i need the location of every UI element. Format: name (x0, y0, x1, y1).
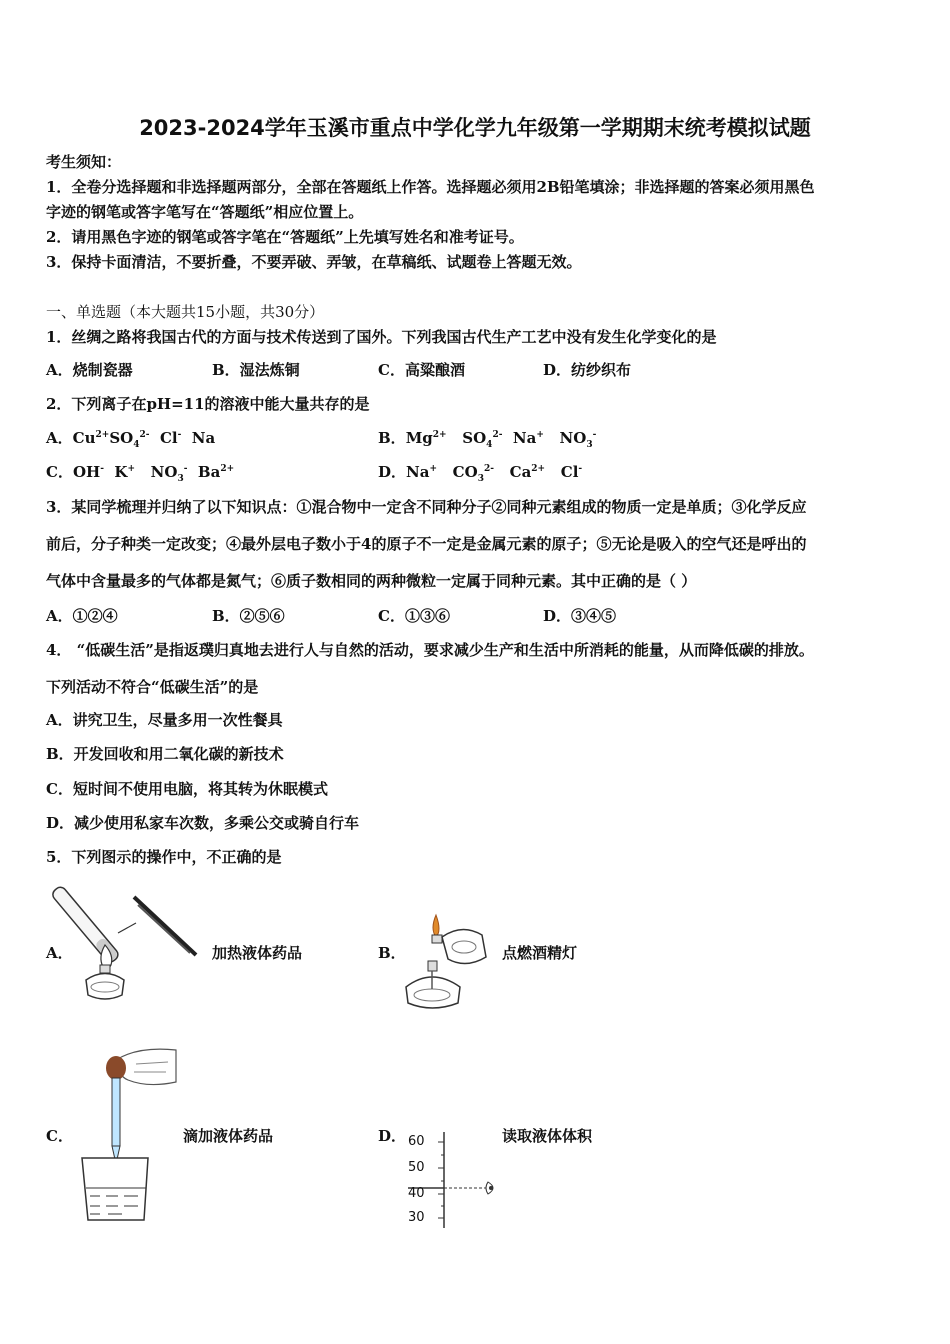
option-a[interactable]: A．$Cu^{2+}SO_4^{2-}$ Cl- Na (46, 429, 216, 450)
caption-d: 读取液体体积 (502, 1127, 593, 1145)
caption-b: 点燃酒精灯 (502, 944, 578, 962)
option-a[interactable]: A．烧制瓷器 (46, 361, 133, 379)
option-c[interactable]: C．①③⑥ (378, 607, 450, 625)
caption-c: 滴加液体药品 (183, 1127, 274, 1145)
question-stem: 下列活动不符合“低碳生活”的是 (46, 678, 259, 696)
option-d[interactable]: D．Na+ $CO_3^{2-}$ $Ca^{2+}$ Cl- (378, 463, 583, 484)
page-title: 2023-2024学年玉溪市重点中学化学九年级第一学期期末统考模拟试题 (139, 116, 811, 140)
question-stem: 4． “低碳生活”是指返璞归真地去进行人与自然的活动，要求减少生产和生活中所消耗的能量，从而降低碳的排放。 (46, 641, 814, 659)
option-d[interactable]: D．减少使用私家车次数，多乘公交或骑自行车 (46, 814, 360, 832)
option-b[interactable]: B．②⑤⑥ (212, 607, 285, 625)
section-heading: 一、单选题（本大题共15小题，共30分） (46, 303, 325, 321)
tick-30: 30 (408, 1210, 425, 1225)
option-d-label[interactable]: D． (378, 1127, 407, 1145)
notice-heading: 考生须知： (46, 153, 122, 171)
option-c-label[interactable]: C． (46, 1127, 73, 1145)
tick-60: 60 (408, 1134, 425, 1149)
caption-a: 加热液体药品 (212, 944, 303, 962)
dropping-liquid-illustration (78, 1040, 188, 1228)
heating-liquid-illustration (78, 875, 208, 1010)
notice-item: 2．请用黑色字迹的钢笔或答字笔在“答题纸”上先填写姓名和准考证号。 (46, 228, 524, 246)
option-d[interactable]: D．③④⑤ (543, 607, 617, 625)
tick-50: 50 (408, 1160, 425, 1175)
question-stem: 1．丝绸之路将我国古代的方面与技术传送到了国外。下列我国古代生产工艺中没有发生化学变化的是 (46, 328, 717, 346)
question-stem: 5．下列图示的操作中，不正确的是 (46, 848, 282, 866)
option-c[interactable]: C．OH- K+ $NO_3^-$ $Ba^{2+}$ (46, 463, 235, 484)
option-b-label[interactable]: B． (378, 944, 406, 962)
question-stem: 3．某同学梳理并归纳了以下知识点：①混合物中一定含不同种分子②同种元素组成的物质一定是单质；③化学反应 (46, 498, 807, 516)
lighting-lamp-illustration (402, 905, 502, 1010)
option-b[interactable]: B．湿法炼铜 (212, 361, 300, 379)
notice-item: 1．全卷分选择题和非选择题两部分，全部在答题纸上作答。选择题必须用2B铅笔填涂；非选择题的答案必须用黑色 (46, 178, 815, 196)
notice-item: 3．保持卡面清洁，不要折叠，不要弄破、弄皱，在草稿纸、试题卷上答题无效。 (46, 253, 582, 271)
question-stem: 2．下列离子在pH=11的溶液中能大量共存的是 (46, 395, 370, 413)
option-b[interactable]: B．$Mg^{2+}$ $SO_4^{2-}$ Na+ $NO_3^-$ (378, 429, 597, 450)
option-b[interactable]: B．开发回收和用二氧化碳的新技术 (46, 745, 284, 763)
option-a[interactable]: A．①②④ (46, 607, 118, 625)
notice-item: 字迹的钢笔或答字笔写在“答题纸”相应位置上。 (46, 203, 364, 221)
option-a[interactable]: A．讲究卫生，尽量多用一次性餐具 (46, 711, 283, 729)
option-c[interactable]: C．短时间不使用电脑，将其转为休眠模式 (46, 780, 328, 798)
option-d[interactable]: D．纺纱织布 (543, 361, 632, 379)
option-c[interactable]: C．高粱酿酒 (378, 361, 465, 379)
question-stem: 气体中含量最多的气体都是氮气；⑥质子数相同的两种微粒一定属于同种元素。其中正确的是（ ） (46, 572, 697, 590)
option-a-label[interactable]: A． (46, 944, 73, 962)
tick-40: 40 (408, 1186, 425, 1201)
question-stem: 前后，分子种类一定改变；④最外层电子数小于4的原子不一定是金属元素的原子；⑤无论是吸入的空气还是呼出的 (46, 535, 807, 553)
